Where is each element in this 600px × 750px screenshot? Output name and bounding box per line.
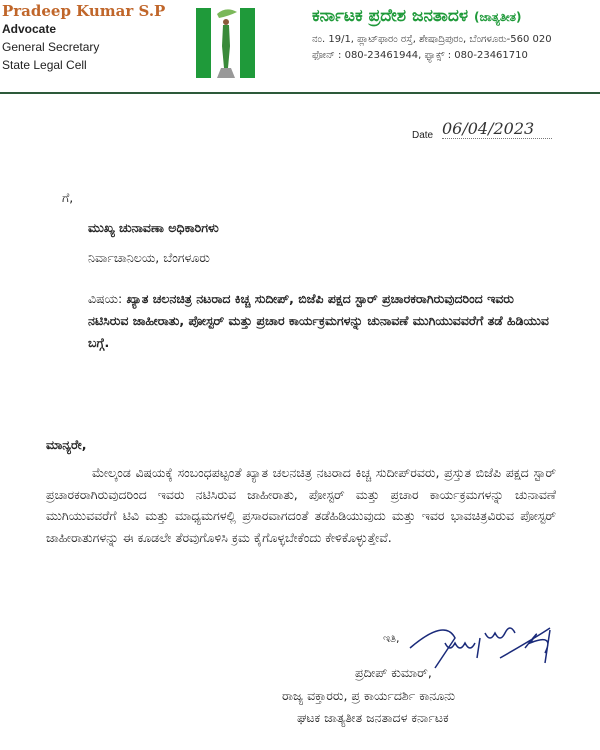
recipient-line-2: ನಿರ್ವಾಚಾನಿಲಯ, ಬೆಂಗಳೂರು: [88, 250, 210, 265]
date-value: 06/04/2023: [442, 119, 552, 139]
letterhead-title: Advocate: [2, 22, 57, 36]
letterhead-divider: [0, 92, 600, 94]
subject-text: ಖ್ಯಾತ ಚಲನಚಿತ್ರ ನಟರಾದ ಕಿಚ್ಚ ಸುದೀಪ್, ಬಿಜೆಪಿ ಪಕ್ಷದ ಸ್ಟಾರ್ ಪ್ರಚಾರಕರಾಗಿರುವುದರಿಂದ ಇವರು ನಟಿಸಿರುವ ಜಾಹೀರಾತು, ಪೋಸ್ಟರ್ ಮತ್ತು ಪ್ರಚಾರ ಕಾರ್ಯಕ್ರಮಗಳನ್ನು ಚುನಾವಣೆ ಮುಗಿಯುವವರೆಗೆ ತಡೆ ಹಿಡಿಯುವ ಬಗ್ಗೆ.: [88, 291, 549, 350]
logo-green-bar-left: [196, 8, 211, 78]
party-name-suffix: (ಜಾತ್ಯತೀತ): [474, 10, 522, 24]
date-label: Date: [412, 130, 434, 141]
signer-role-2: ಘಟಕ ಜಾತ್ಯತೀತ ಜನತಾದಳ ಕರ್ನಾಟಕ: [297, 710, 449, 725]
party-name-text: ಕರ್ನಾಟಕ ಪ್ರದೇಶ ಜನತಾದಳ: [312, 6, 469, 26]
party-name: [312, 6, 522, 26]
subject: [88, 288, 558, 354]
signer-name: ಪ್ರದೀಪ್ ಕುಮಾರ್,: [355, 665, 432, 680]
recipient-line-1: ಮುಖ್ಯ ಚುನಾವಣಾ ಅಧಿಕಾರಿಗಳು: [88, 220, 219, 235]
to-label: ಗೆ,: [62, 190, 74, 205]
signer-role-1: ರಾಜ್ಯ ವಕ್ತಾರರು, ಪ್ರ ಕಾರ್ಯದರ್ಶಿ ಕಾನೂನು: [282, 688, 456, 703]
subject-label: ವಿಷಯ:: [88, 291, 123, 306]
logo-green-bar-right: [240, 8, 255, 78]
salutation: ಮಾನ್ಯರೇ,: [46, 437, 87, 452]
party-address: ನಂ. 19/1, ಪ್ಲಾಟ್‌ಫಾರಂ ರಸ್ತೆ, ಶೇಷಾದ್ರಿಪುರಂ, ಬೆಂಗಳೂರು-560 020: [312, 34, 552, 45]
letterhead-designation: General Secretary: [2, 40, 100, 54]
party-phone: ಫೋನ್ : 080-23461944, ಫ್ಯಾಕ್ಸ್ : 080-23461710: [312, 50, 528, 61]
letter-body: ಮೇಲ್ಕಂಡ ವಿಷಯಕ್ಕೆ ಸಂಬಂಧಪಟ್ಟಂತೆ ಖ್ಯಾತ ಚಲನಚಿತ್ರ ನಟರಾದ ಕಿಚ್ಚ ಸುದೀಪ್‌ರವರು, ಪ್ರಸ್ತುತ ಬಿಜೆಪಿ ಪಕ್ಷದ ಸ್ಟಾರ್ ಪ್ರಚಾರಕರಾಗಿರುವುದರಿಂದ ಇವರು ನಟಿಸಿರುವ ಜಾಹೀರಾತು, ಪೋಸ್ಟರ್ ಮತ್ತು ಪ್ರಚಾರ ಕಾರ್ಯಕ್ರಮಗಳನ್ನು ಚುನಾವಣೆ ಮುಗಿಯುವವರೆಗೆ ಟಿವಿ ಮತ್ತು ಮಾಧ್ಯಮಗಳಲ್ಲಿ ಪ್ರಸಾರವಾಗದಂತೆ ತಡೆಹಿಡಿಯುವುದು ಮತ್ತು ಇವರ ಭಾವಚಿತ್ರವಿರುವ ಪೋಸ್ಟರ್ ಜಾಹೀರಾತುಗಳನ್ನು ಈ ಕೂಡಲೇ ತೆರವುಗೊಳಿಸಿ ಕ್ರಮ ಕೈಗೊಳ್ಳಬೇಕೆಂದು ಕೇಳಿಕೊಳ್ಳುತ್ತೇವೆ.: [46, 465, 556, 545]
closing-iti: ಇತಿ,: [383, 632, 400, 645]
letterhead-name: Pradeep Kumar S.P: [2, 2, 166, 20]
farmer-woman-icon: [213, 6, 239, 80]
letterhead-unit: State Legal Cell: [2, 58, 87, 72]
